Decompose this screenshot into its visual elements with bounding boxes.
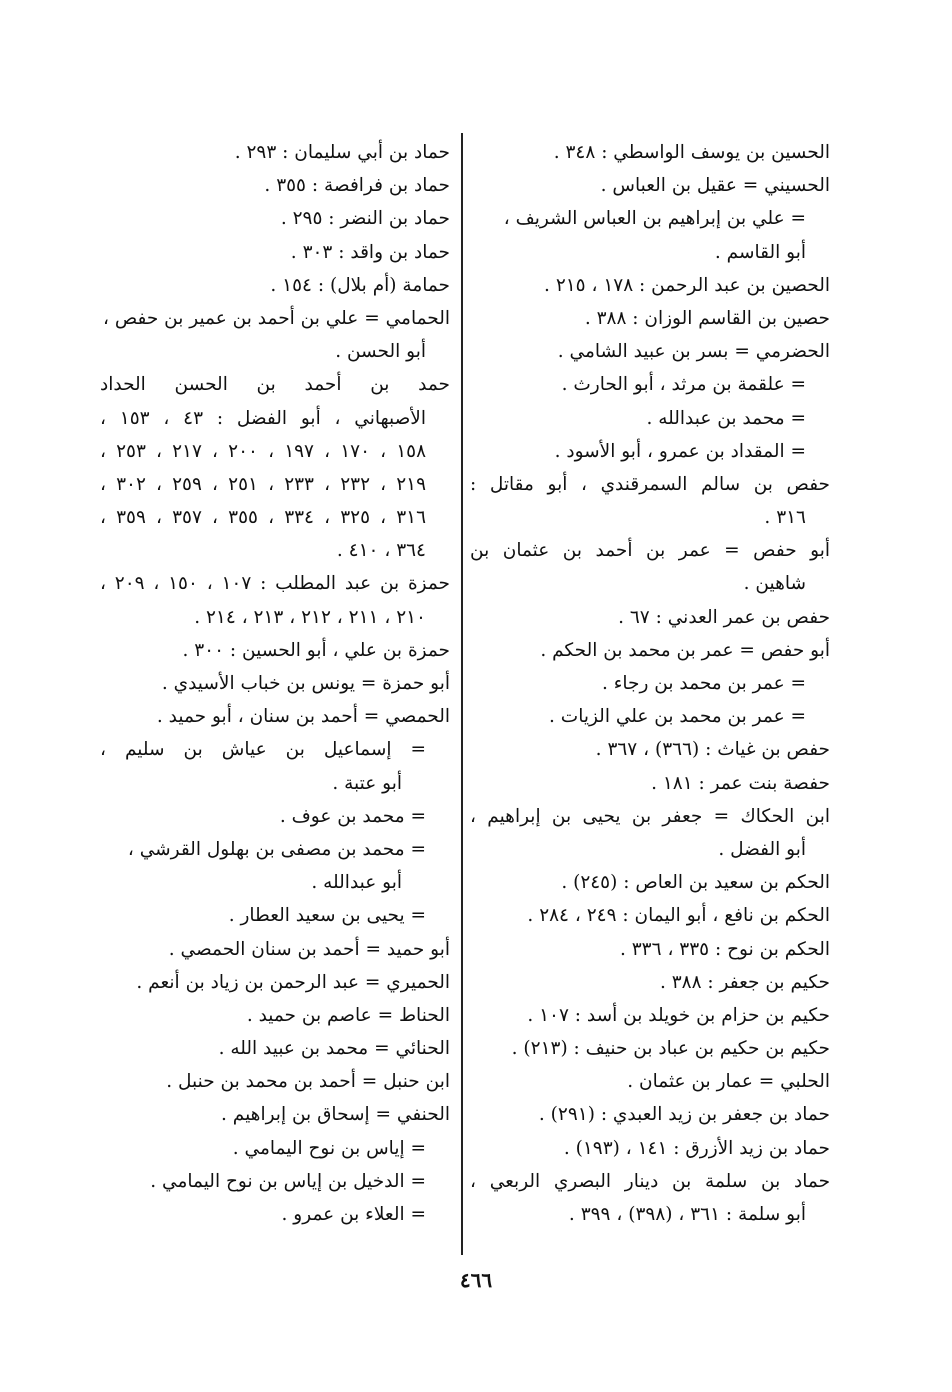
index-entry-line: = عمر بن محمد بن رجاء . [601, 673, 806, 694]
index-entry-line: ابن حنبل = أحمد بن محمد بن حنبل . [166, 1071, 450, 1093]
index-entry-line: أبو حفص = عمر بن أحمد بن عثمان بن [470, 540, 830, 562]
index-entry-line: الحلبي = عمار بن عثمان . [627, 1071, 830, 1093]
index-entry-line: = إسماعيل بن عياش بن سليم ، [100, 739, 426, 761]
index-entry-line: حماد بن زيد الأزرق : ١٤١ ، (١٩٣) . [563, 1137, 830, 1159]
index-entry-line: حماد بن جعفر بن زيد العبدي : (٢٩١) . [538, 1104, 830, 1126]
index-entry-line: حمامة (أم بلال) : ١٥٤ . [270, 274, 450, 296]
index-entry-line: الحكم بن سعيد بن العاص : (٢٤٥) . [561, 872, 830, 894]
index-entry-line: حماد بن النضر : ٢٩٥ . [280, 208, 450, 230]
index-entry-line: أبو حفص = عمر بن محمد بن الحكم . [540, 639, 830, 661]
index-entry-line: الحنائي = محمد بن عبيد الله . [218, 1038, 450, 1060]
index-entry-line: حكيم بن حكيم بن عباد بن حنيف : (٢١٣) . [511, 1038, 830, 1060]
index-entry-line: أبو عبدالله . [311, 872, 402, 894]
index-entry-line: ٢١٠ ، ٢١١ ، ٢١٢ ، ٢١٣ ، ٢١٤ . [194, 606, 426, 628]
index-entry-line: حمد بن أحمد بن الحسن الحداد [100, 374, 450, 396]
index-entry-line: حمزة بن عبد المطلب : ١٠٧ ، ١٥٠ ، ٢٠٩ ، [100, 573, 450, 595]
index-entry-line: الحنفي = إسحاق بن إبراهيم . [221, 1104, 450, 1126]
index-entry-line: ٣١٦ . [764, 507, 806, 529]
index-entry-line: حفص بن غياث : (٣٦٦) ، ٣٦٧ . [595, 739, 830, 761]
index-entry-line: أبو حمزة = يونس بن خباب الأسيدي . [161, 673, 450, 694]
index-entry-line: الحسيني = عقيل بن العباس . [600, 175, 830, 197]
index-entry-line: = يحيى بن سعيد العطار . [228, 905, 426, 927]
index-entry-line: حمزة بن علي ، أبو الحسين : ٣٠٠ . [182, 639, 450, 661]
column-divider [461, 133, 463, 1255]
index-entry-line: الحكم بن نوح : ٣٣٥ ، ٣٣٦ . [619, 938, 830, 960]
index-entry-line: الحميري = عبد الرحمن بن زياد بن أنعم . [136, 971, 450, 993]
index-entry-line: الأصبهاني ، أبو الفضل : ٤٣ ، ١٥٣ ، [100, 407, 427, 429]
index-entry-line: = إياس بن نوح اليمامي . [232, 1137, 426, 1159]
index-entry-line: حفص بن عمر العدني : ٦٧ . [618, 606, 830, 628]
index-entry-line: ٣١٦ ، ٣٢٥ ، ٣٣٤ ، ٣٥٥ ، ٣٥٧ ، ٣٥٩ ، [100, 507, 427, 529]
index-entry-line: الحضرمي = بسر بن عبيد الشامي . [557, 341, 830, 363]
index-entry-line: = الدخيل بن إياس بن نوح اليمامي . [150, 1170, 426, 1192]
index-entry-line: أبو عتبة . [332, 772, 402, 794]
index-entry-line: حفصة بنت عمر : ١٨١ . [651, 772, 830, 794]
page-number: ٤٦٦ [459, 1268, 493, 1292]
index-entry-line: = علي بن إبراهيم بن العباس الشريف ، [503, 208, 806, 230]
index-entry-line: حكيم بن حزام بن خويلد بن أسد : ١٠٧ . [527, 1004, 830, 1026]
right-column [470, 136, 830, 1231]
index-entry-line: أبو سلمة : ٣٦١ ، (٣٩٨) ، ٣٩٩ . [568, 1204, 806, 1225]
index-entry-line: = محمد بن مصفى بن بهلول القرشي ، [127, 838, 426, 860]
index-entry-line: أبو الفضل . [718, 838, 806, 860]
index-entry-line: حفص بن سالم السمرقندي ، أبو مقاتل : [470, 473, 830, 495]
index-entry-line: حماد بن واقد : ٣٠٣ . [290, 241, 450, 263]
index-entry-line: = المقداد بن عمرو ، أبو الأسود . [554, 440, 806, 462]
index-entry-line: = علقمة بن مرثد ، أبو الحارث . [561, 374, 806, 396]
index-entry-line: الحمامي = علي بن أحمد بن عمير بن حفص ، [102, 307, 450, 329]
index-entry-line: أبو الحسن . [335, 341, 426, 363]
index-entry-line: حكيم بن جعفر : ٣٨٨ . [659, 971, 830, 993]
index-entry-line: شاهين . [743, 573, 806, 595]
index-entry-line: الحكم بن نافع ، أبو اليمان : ٢٤٩ ، ٢٨٤ . [527, 905, 830, 927]
index-entry-line: حماد بن سلمة بن دينار البصري الربعي ، [470, 1170, 830, 1192]
index-entry-line: الحمصي = أحمد بن سنان ، أبو حميد . [156, 706, 450, 728]
index-entry-line: ١٥٨ ، ١٧٠ ، ١٩٧ ، ٢٠٠ ، ٢١٧ ، ٢٥٣ ، [100, 440, 427, 462]
index-entry-line: حماد بن أبي سليمان : ٢٩٣ . [234, 142, 450, 163]
index-entry-line: أبو حميد = أحمد بن سنان الحمصي . [168, 938, 450, 960]
index-entry-line: ٢١٩ ، ٢٣٢ ، ٢٣٣ ، ٢٥١ ، ٢٥٩ ، ٣٠٢ ، [100, 473, 427, 495]
index-entry-line: الحصين بن عبد الرحمن : ١٧٨ ، ٢١٥ . [544, 274, 830, 296]
index-entry-line: حصين بن القاسم الوزان : ٣٨٨ . [584, 307, 830, 329]
index-entry-line: = محمد بن عبدالله . [646, 407, 806, 429]
index-entry-line: الحسين بن يوسف الواسطي : ٣٤٨ . [553, 142, 830, 163]
index-entry-line: = العلاء بن عمرو . [281, 1204, 426, 1225]
left-column [100, 136, 450, 1231]
index-entry-line: حماد بن فرافصة : ٣٥٥ . [264, 175, 450, 197]
index-entry-line: الحناط = عاصم بن حميد . [246, 1004, 450, 1026]
index-entry-line: = عمر بن محمد بن علي الزيات . [549, 706, 806, 728]
index-entry-line: ٣٦٤ ، ٤١٠ . [336, 540, 426, 562]
index-entry-line: = محمد بن عوف . [279, 805, 426, 827]
index-entry-line: أبو القاسم . [714, 241, 806, 263]
index-entry-line: ابن الحكاك = جعفر بن يحيى بن إبراهيم ، [470, 805, 830, 827]
